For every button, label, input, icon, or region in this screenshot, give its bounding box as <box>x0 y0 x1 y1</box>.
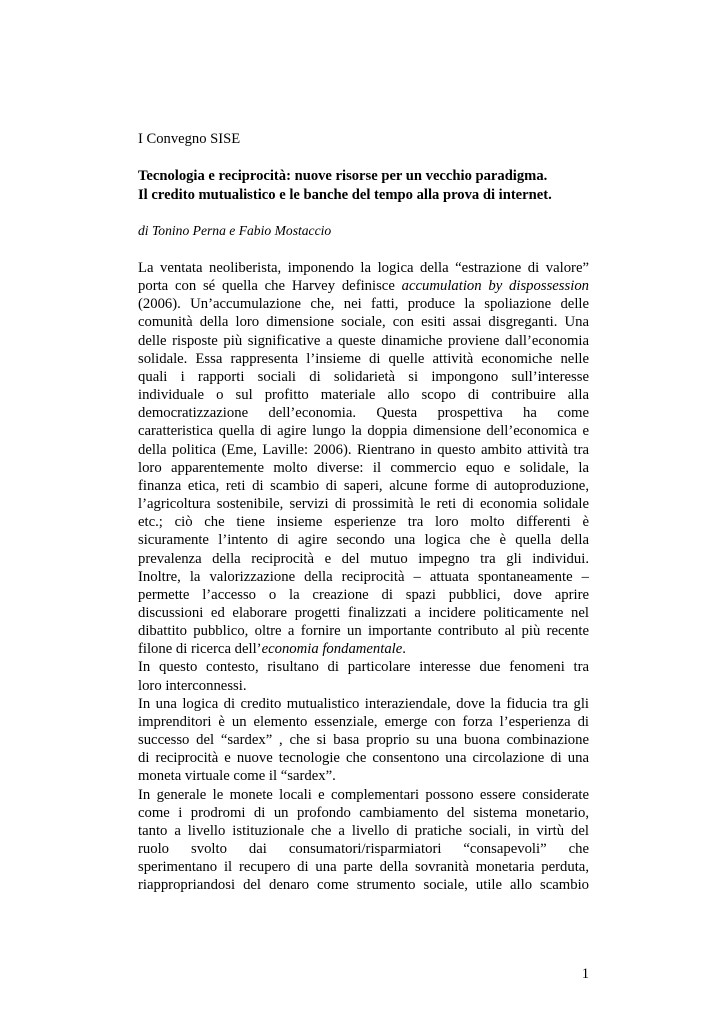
text-line: democratizzazione dell’economia. Questa prospettiva ha come <box>138 405 589 422</box>
text-line: dibattito pubblico, oltre a fornire un importante contributo al più recente <box>138 623 589 640</box>
text-line: come i prodromi di un profondo cambiamento del sistema monetario, <box>138 804 589 821</box>
text-line: finanza etica, reti di scambio di saperi, alcune forme di autoproduzione, <box>138 477 589 494</box>
text-line: sicuramente l’intento di agire secondo una logica che è quella della <box>138 532 589 549</box>
title-line: Tecnologia e reciprocità: nuove risorse per un vecchio paradigma. <box>138 168 548 184</box>
text-line: tanto a livello istituzionale che a livello di pratiche sociali, in virtù del <box>138 822 589 839</box>
emphasis-term: accumulation by dispossession <box>401 278 590 295</box>
text-line: comunità della loro dimensione sociale, con esiti assai disgreganti. Una <box>138 314 589 331</box>
text-line: sperimentano il recupero di una parte della sovranità monetaria perduta, <box>138 859 589 876</box>
text-line: (2006). Un’accumulazione che, nei fatti, produce la spoliazione delle <box>138 296 589 313</box>
text-line: individuale o sul profitto materiale allo scopo di contribuire alla <box>138 387 589 404</box>
text-line: Inoltre, la valorizzazione della reciprocità – attuata spontaneamente – <box>138 568 589 585</box>
text-line: discussioni ed elaborare progetti finalizzati a incidere politicamente nel <box>138 604 589 621</box>
text-line: In generale le monete locali e complementari possono essere considerate <box>138 786 589 803</box>
text-line <box>138 277 589 295</box>
text-line: riappropriandosi del denaro come strumento sociale, utile allo scambio <box>138 877 589 894</box>
title-line: Il credito mutualistico e le banche del tempo alla prova di internet. <box>138 187 552 203</box>
text-line: permette l’accesso o la creazione di spazi pubblici, dove aprire <box>138 586 589 603</box>
emphasis-term: economia fondamentale <box>261 641 403 658</box>
text-line: imprenditori è un elemento essenziale, emerge con forza l’esperienza di <box>138 713 589 730</box>
paragraph <box>138 658 589 694</box>
page-number: 1 <box>581 966 589 982</box>
text-line: ruolo svolto dai consumatori/risparmiatori “consapevoli” che <box>138 841 589 857</box>
text-line: successo del “sardex” , che si basa proprio su una buona combinazione <box>138 732 589 749</box>
text-line: loro interconnessi. <box>138 677 247 694</box>
paragraph <box>138 786 589 895</box>
paragraph <box>138 695 589 786</box>
text-line: etc.; ciò che tiene insieme esperienze tra loro molto differenti è <box>138 514 589 531</box>
text-line: In questo contesto, risultano di particolare interesse due fenomeni tra <box>138 659 589 676</box>
text-line: caratteristica quella di agire lungo la doppia dimensione dell’economica e <box>138 423 589 440</box>
text-line <box>138 640 589 658</box>
text-line: l’agricoltura sostenibile, servizi di prossimità le reti di economia solidale <box>138 496 589 513</box>
text-run: . <box>402 641 406 658</box>
text-line: di reciprocità e nuove tecnologie che consentono una circolazione di una <box>138 750 589 767</box>
paper-title <box>138 167 589 205</box>
text-run: filone di ricerca dell’ <box>138 641 262 658</box>
text-line: prevalenza della reciprocità e del mutuo impegno tra gli individui. <box>138 550 589 567</box>
text-line: La ventata neoliberista, imponendo la logica della “estrazione di valore” <box>138 260 589 276</box>
document-page <box>138 130 589 894</box>
body-text <box>138 259 589 894</box>
text-line: moneta virtuale come il “sardex”. <box>138 768 336 785</box>
conference-heading: I Convegno SISE <box>138 131 241 147</box>
text-line: solidale. Essa rappresenta l’insieme di quelle attività economiche nelle <box>138 350 589 367</box>
text-line: della politica (Eme, Laville: 2006). Rientrano in questo ambito attività tra <box>138 441 589 458</box>
authors-byline: di Tonino Perna e Fabio Mostaccio <box>138 223 332 238</box>
text-line: delle risposte più significative a queste dinamiche proviene dall’economia <box>138 332 589 349</box>
paragraph <box>138 259 589 658</box>
text-line: loro apparentemente molto diverse: il commercio equo e solidale, la <box>138 459 589 476</box>
text-line: In una logica di credito mutualistico interaziendale, dove la fiducia tra gli <box>138 695 589 712</box>
text-line: quali i rapporti sociali di solidarietà si impongono sull’interesse <box>138 368 589 385</box>
text-run: porta con sé quella che Harvey definisce <box>138 278 395 295</box>
